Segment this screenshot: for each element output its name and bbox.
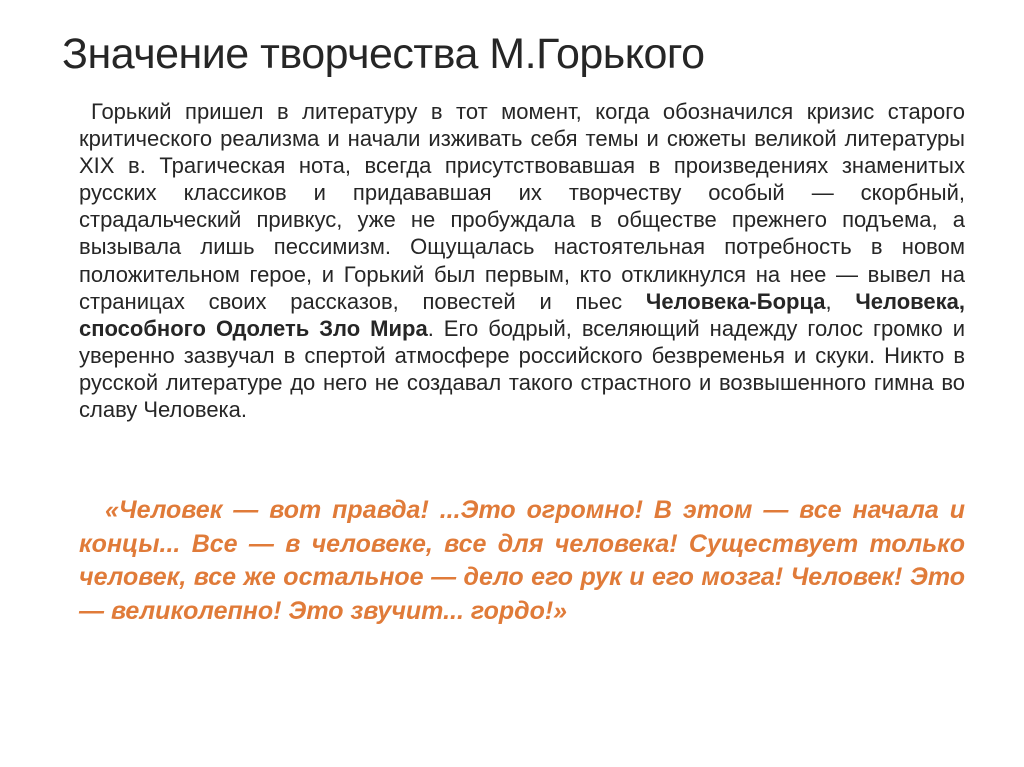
body-text-part-1: Горький пришел в литературу в тот момент, когда обозначился кризис старого критического реализма и начали изживать себя темы и сюжеты великой литературы XIX в. Трагическая нота, всегда присутствовавшая в произведениях знаменитых русских классиков и придававшая их творчеству особый — скорбный, страдальческий привкус, уже не пробуждала в обществе прежнего подъема, а вызывала лишь пессимизм. Ощущалась настоятельная потребность в новом положительном герое, и Горький был первым, кто откликнулся на нее — вывел на страницах своих рассказов, повестей и пьес [79,99,965,314]
slide-title: Значение творчества М.Горького [62,30,705,78]
body-emphasis-fighter: Человека-Борца [645,288,826,314]
body-emphasis-capable: Человека, способного Одолеть Зло Мира [79,288,965,341]
gorky-quote: «Человек — вот правда! ...Это огромно! В этом — все начала и концы... Все — в человеке, все для человека! Существует только человек, все же остальное — дело его рук и его мозга! Человек! Это — великолепно! Это звучит... гордо!» [79,496,965,625]
body-paragraph [79,98,965,423]
body-text-part-2: . Его бодрый, вселяющий надежду голос громко и уверенно зазвучал в спертой атмосфере российского безвременья и скуки. Никто в русской литературе до него не создавал такого страстного и возвышенного гимна во славу Человека. [79,315,965,423]
body-separator: , [825,288,856,314]
